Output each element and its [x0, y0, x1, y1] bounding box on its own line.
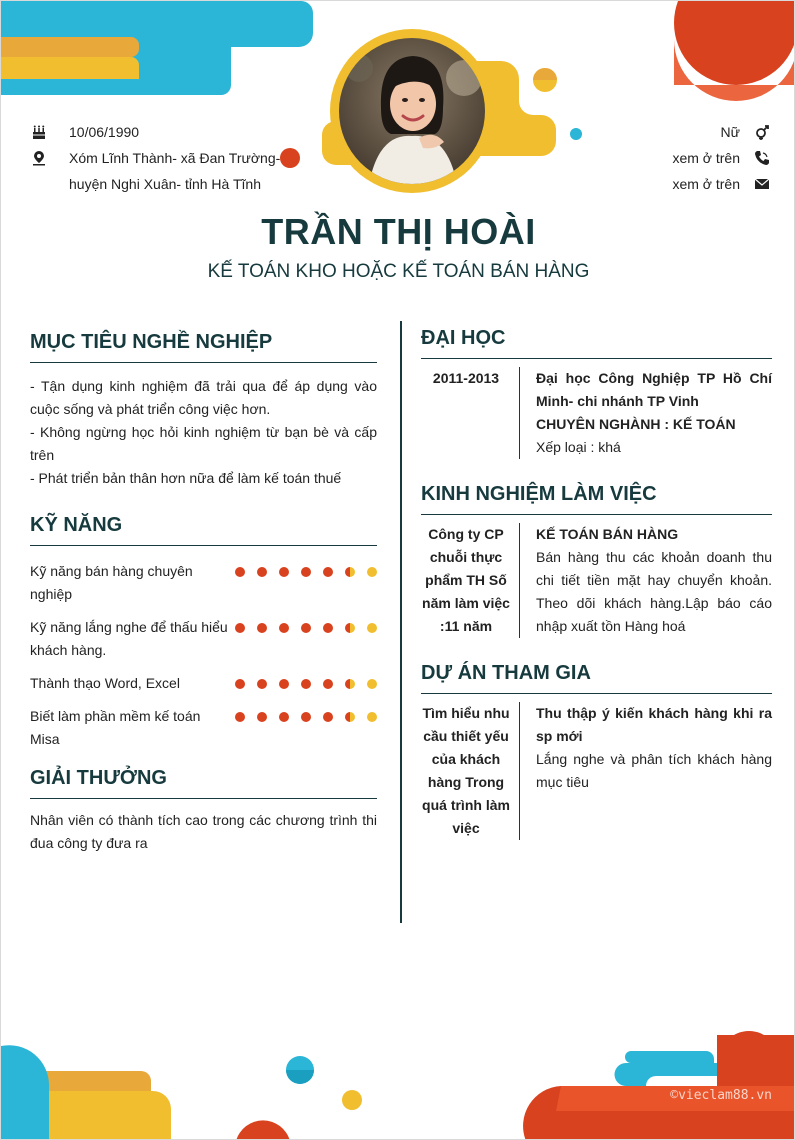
skill-label: Biết làm phần mềm kế toán Misa [30, 708, 201, 747]
avatar-photo [339, 38, 485, 184]
project-details [536, 702, 772, 840]
rating-dot [367, 712, 377, 722]
rating-dot [323, 679, 333, 689]
project-name: Tìm hiểu nhu cầu thiết yếu của khách hàng Trong quá trình làm việc [422, 705, 510, 836]
rating-dot [345, 567, 355, 577]
envelope-icon [740, 171, 770, 197]
rating-dot [301, 712, 311, 722]
address-row [31, 145, 291, 197]
rating-dot [235, 712, 245, 722]
skill-rating [230, 560, 377, 577]
rating-dot [257, 712, 267, 722]
education-period: 2011-2013 [432, 370, 500, 386]
rating-dot [279, 712, 289, 722]
rating-dot [367, 567, 377, 577]
rating-dot [301, 679, 311, 689]
project-heading: Thu thập ý kiến khách hàng khi ra sp mới [536, 705, 772, 744]
birthday-row [31, 119, 291, 145]
skill-label: Kỹ năng bán hàng chuyên nghiệp [30, 563, 193, 602]
project-entry [421, 702, 772, 840]
rating-dot [323, 712, 333, 722]
timeline-line [519, 367, 520, 459]
rating-dot [323, 567, 333, 577]
address-line-1: Xóm Lĩnh Thành- xã Đan Trường- [69, 150, 281, 166]
rating-dot [257, 679, 267, 689]
skill-item [30, 705, 377, 751]
experience-company: Công ty CP chuỗi thực phẩm TH Số năm làm việc :11 năm [422, 526, 510, 634]
experience-section [421, 483, 772, 638]
skill-label: Thành thạo Word, Excel [30, 675, 180, 691]
rating-dot [235, 679, 245, 689]
timeline-line [519, 702, 520, 840]
column-divider [400, 321, 402, 923]
email-row [530, 171, 770, 197]
gender-text: Nữ [720, 124, 740, 140]
gender-row [530, 119, 770, 145]
address-text [69, 145, 291, 197]
experience-title: KINH NGHIỆM LÀM VIỆC [421, 483, 772, 515]
timeline-line [519, 523, 520, 638]
objective-line: - Tận dụng kinh nghiệm đã trải qua để áp dụng vào cuộc sống và phát triển công việc hơn. [30, 378, 377, 417]
education-details [536, 367, 772, 459]
rating-dot [235, 623, 245, 633]
phone-text: xem ở trên [672, 150, 740, 166]
personal-info-right [530, 119, 770, 197]
gender-icon [740, 119, 770, 145]
awards-section [30, 767, 377, 855]
rating-dot [345, 712, 355, 722]
rating-dot [345, 623, 355, 633]
cake-icon [31, 119, 69, 145]
rating-dot [323, 623, 333, 633]
objective-line: - Phát triển bản thân hơn nữa để làm kế toán thuế [30, 470, 342, 486]
rating-dot [235, 567, 245, 577]
education-school: Đại học Công Nghiệp TP Hồ Chí Minh- chi nhánh TP Vinh [536, 370, 772, 409]
objective-section [30, 331, 377, 490]
skills-list [30, 560, 377, 751]
education-grade: Xếp loại : khá [536, 439, 621, 455]
candidate-position: KẾ TOÁN KHO HOẶC KẾ TOÁN BÁN HÀNG [207, 261, 590, 282]
skills-section [30, 514, 377, 751]
email-text: xem ở trên [672, 176, 740, 192]
avatar-frame [330, 29, 494, 193]
awards-text: Nhân viên có thành tích cao trong các chương trình thi đua công ty đưa ra [30, 812, 377, 851]
objective-line: - Không ngừng học hỏi kinh nghiệm từ bạn bè và cấp trên [30, 424, 377, 463]
objective-text [30, 375, 377, 490]
right-column [421, 327, 772, 840]
education-major: CHUYÊN NGHÀNH : KẾ TOÁN [536, 416, 736, 432]
skill-item [30, 560, 377, 606]
left-column [30, 331, 377, 855]
phone-icon [740, 145, 770, 171]
address-line-2: huyện Nghi Xuân- tỉnh Hà Tĩnh [69, 176, 261, 192]
personal-info-left [31, 119, 291, 197]
candidate-name: TRẦN THỊ HOÀI [261, 211, 536, 252]
experience-description: Bán hàng thu các khoản doanh thu chi tiết tiền mặt hay chuyển khoản. Theo dõi khách hàng.Lập báo cáo nhập xuất tồn Hàng hoá [536, 549, 772, 634]
rating-dot [345, 679, 355, 689]
phone-row [530, 145, 770, 171]
rating-dot [257, 567, 267, 577]
experience-details [536, 523, 772, 638]
experience-role: KẾ TOÁN BÁN HÀNG [536, 526, 679, 542]
rating-dot [279, 679, 289, 689]
skill-rating [230, 705, 377, 722]
awards-title: GIẢI THƯỞNG [30, 767, 377, 799]
experience-entry [421, 523, 772, 638]
rating-dot [301, 623, 311, 633]
rating-dot [367, 679, 377, 689]
skill-rating [230, 672, 377, 689]
skills-title: KỸ NĂNG [30, 514, 377, 546]
rating-dot [279, 567, 289, 577]
rating-dot [279, 623, 289, 633]
education-title: ĐẠI HỌC [421, 327, 772, 359]
projects-title: DỰ ÁN THAM GIA [421, 662, 772, 694]
skill-item [30, 672, 377, 695]
rating-dot [301, 567, 311, 577]
education-section [421, 327, 772, 459]
birthday-text: 10/06/1990 [69, 124, 140, 140]
rating-dot [257, 623, 267, 633]
avatar [339, 38, 485, 184]
projects-section [421, 662, 772, 840]
education-entry [421, 367, 772, 459]
skill-label: Kỹ năng lắng nghe để thấu hiểu khách hàng. [30, 619, 228, 658]
skill-item [30, 616, 377, 662]
rating-dot [367, 623, 377, 633]
skill-rating [230, 616, 377, 633]
objective-title: MỤC TIÊU NGHỀ NGHIỆP [30, 331, 377, 363]
watermark: ©vieclam88.vn [670, 1088, 772, 1103]
project-description: Lắng nghe và phân tích khách hàng mục tiêu [536, 751, 772, 790]
location-icon [31, 145, 69, 171]
